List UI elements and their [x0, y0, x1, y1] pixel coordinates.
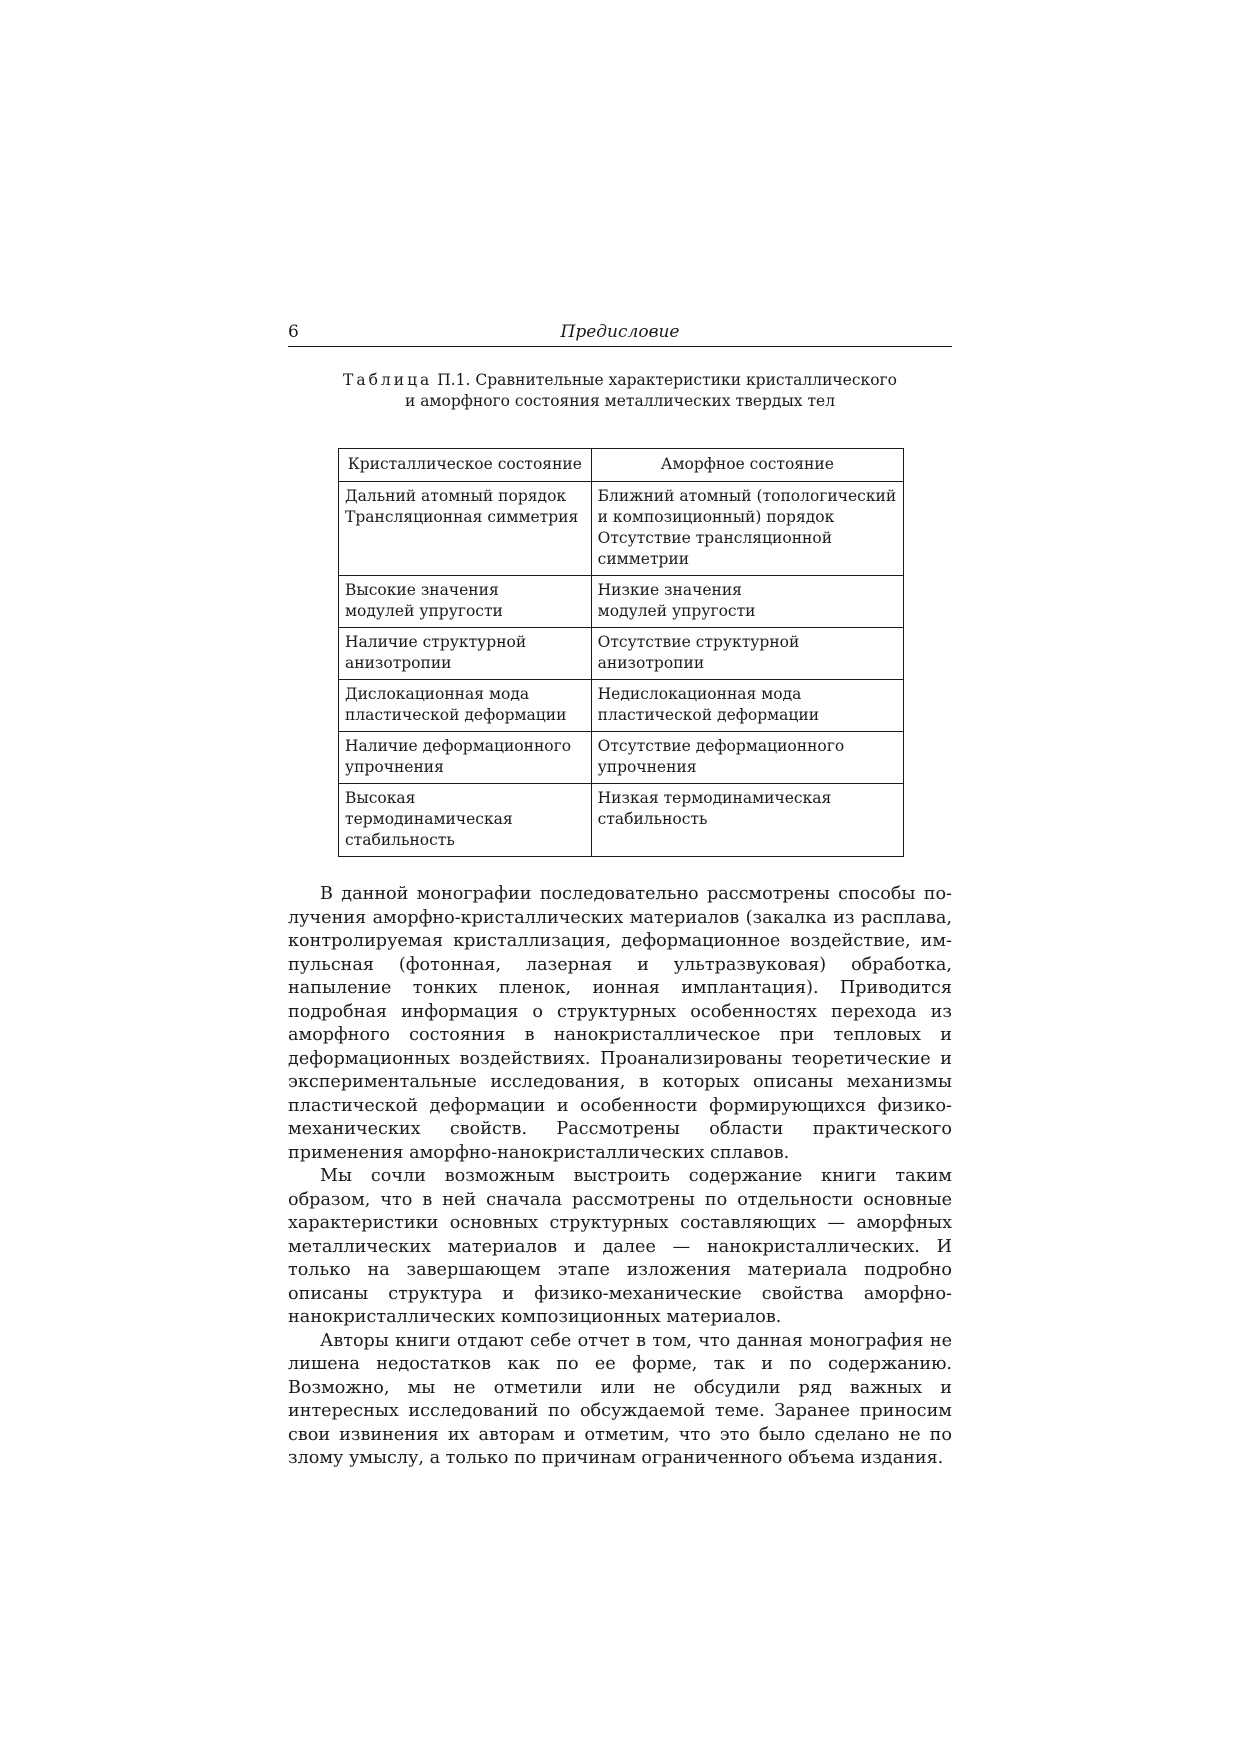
table-caption-number: П.1. [437, 371, 471, 389]
table-row [339, 732, 904, 784]
running-header [288, 322, 952, 347]
table-cell-crystalline: Высокая термодинамическая стабильность [339, 784, 592, 857]
table-cell-crystalline: Наличие структурной анизотропии [339, 628, 592, 680]
page-number: 6 [288, 322, 299, 342]
comparison-table [338, 448, 904, 857]
table-caption-text-1: Сравнительные характеристики кристаллического [475, 371, 898, 389]
table-cell-crystalline: Высокие значения модулей упругости [339, 576, 592, 628]
column-header-amorphous: Аморфное состояние [591, 449, 903, 482]
table-caption [288, 370, 952, 412]
paragraph: В данной монографии последовательно рассмотрены способы получения аморфно-кристаллических материалов (закалка из расплава, контролируемая кристаллизация, деформационное воздействие, импульсная (фотонная, лазерная и ультразвуковая) обработка, напыление тонких пленок, ионная имплантация). Приводится подробная информация о структурных особенностях перехода из аморфного состояния в нанокристаллическое при тепловых и деформационных воздействиях. Проанализированы теоретические и экспериментальные исследования, в которых описаны механизмы пластической деформации и особенности формирующихся физико-механических свойств. Рассмотрены области практического применения аморфно-нанокристаллических сплавов. [288, 884, 952, 1163]
table-caption-line-2: и аморфного состояния металлических твердых тел [404, 392, 836, 410]
column-header-crystalline: Кристаллическое состояние [339, 449, 592, 482]
body-text [288, 883, 952, 1471]
table-header-row [339, 449, 904, 482]
table-cell-crystalline: Наличие деформационного упрочнения [339, 732, 592, 784]
table-cell-amorphous: Низкая термодинамическая стабильность [591, 784, 903, 857]
table-caption-line-1 [288, 370, 952, 391]
table-cell-amorphous: Ближний атомный (топологический и композиционный) порядок Отсутствие трансляционной симметрии [591, 482, 903, 576]
table-row [339, 628, 904, 680]
table-row [339, 680, 904, 732]
table-cell-amorphous: Отсутствие деформационного упрочнения [591, 732, 903, 784]
book-page [288, 322, 952, 1471]
table-row [339, 784, 904, 857]
table-caption-label: Таблица [342, 371, 433, 389]
table-row [339, 576, 904, 628]
paragraph: Мы сочли возможным выстроить содержание книги таким образом, что в ней сначала рассмотрены по отдельности основные характеристики основных структурных составляющих — аморфных металлических материалов и далее — нанокристаллических. И только на завершающем этапе изложения материала подробно описаны структура и физико-механические свойства аморфно-нанокристаллических композиционных материалов. [288, 1166, 952, 1327]
table-row [339, 482, 904, 576]
paragraph: Авторы книги отдают себе отчет в том, что данная монография не лишена недостатков как по ее форме, так и по содержанию. Возможно, мы не отметили или не обсудили ряд важных и интересных исследований по обсуждаемой теме. Заранее приносим свои извинения их авторам и отметим, что это было сделано не по злому умыслу, а только по причинам ограниченного объема издания. [288, 1330, 952, 1468]
table-cell-crystalline: Дальний атомный порядок Трансляционная симметрия [339, 482, 592, 576]
section-title: Предисловие [560, 322, 680, 342]
table-cell-amorphous: Отсутствие структурной анизотропии [591, 628, 903, 680]
table-cell-amorphous: Низкие значения модулей упругости [591, 576, 903, 628]
table-cell-crystalline: Дислокационная мода пластической деформации [339, 680, 592, 732]
table-cell-amorphous: Недислокационная мода пластической деформации [591, 680, 903, 732]
